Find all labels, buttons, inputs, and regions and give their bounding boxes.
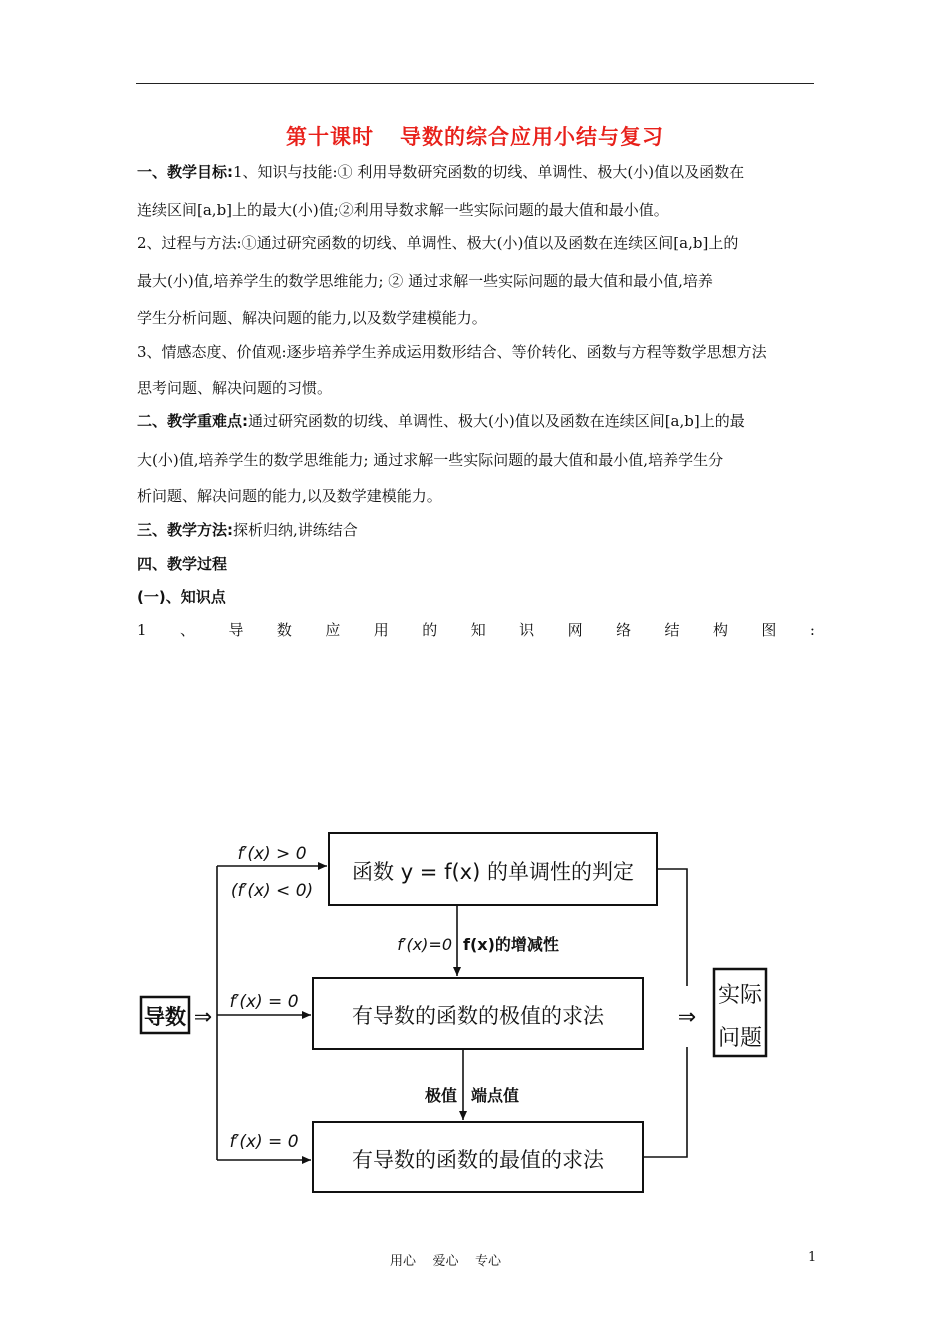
footer-motto: 用心 爱心 专心 <box>390 1254 502 1269</box>
cond-1a-label: f′(x) > 0 <box>237 844 307 864</box>
key-points-line-2: 大(小)值,培养学生的数学思维能力; 通过求解一些实际问题的最大值和最小值,培养学生分 <box>137 451 724 469</box>
item-1-char: 导 <box>228 621 244 639</box>
result-label-1: 实际 <box>717 983 763 1008</box>
item-1-char: 知 <box>470 621 486 639</box>
low-left-label: 极值 <box>424 1086 457 1105</box>
item-1-char: 、 <box>179 621 195 639</box>
item-1-char: 用 <box>373 621 389 639</box>
process-heading: 四、教学过程 <box>137 555 228 573</box>
low-right-label: 端点值 <box>471 1086 520 1105</box>
objectives-line-3: 2、过程与方法:①通过研究函数的切线、单调性、极大(小)值以及函数在连续区间[a,b]上的 <box>137 234 739 252</box>
item-1-char: 的 <box>422 621 438 639</box>
mid-right-label: f(x)的增减性 <box>463 935 559 954</box>
item-1-char: 络 <box>616 621 632 639</box>
key-points-heading: 二、教学重难点: <box>137 412 248 430</box>
result-label-2: 问题 <box>717 1026 763 1051</box>
methods-heading: 三、教学方法: <box>137 521 233 539</box>
connector-bottom <box>643 1047 687 1157</box>
item-1-char: 网 <box>567 621 583 639</box>
objectives-line-2: 连续区间[a,b]上的最大(小)值;②利用导数求解一些实际问题的最大值和最小值。 <box>137 201 669 219</box>
objectives-line-6: 3、情感态度、价值观:逐步培养学生养成运用数形结合、等价转化、函数与方程等数学思想方法 <box>137 343 767 361</box>
box-extremum-label: 有导数的函数的极值的求法 <box>352 1004 604 1028</box>
connector-top <box>657 869 687 986</box>
objectives-line-7: 思考问题、解决问题的习惯。 <box>137 379 333 397</box>
item-1-char: 构 <box>712 621 728 639</box>
objectives-heading: 一、教学目标: <box>137 163 233 181</box>
title-topic: 导数的综合应用小结与复习 <box>400 125 664 149</box>
objectives-text-1: 1、知识与技能:① 利用导数研究函数的切线、单调性、极大(小)值以及函数在 <box>233 163 745 181</box>
title-lesson: 第十课时 <box>286 125 374 149</box>
objectives-line-4: 最大(小)值,培养学生的数学思维能力; ② 通过求解一些实际问题的最大值和最小值,培养 <box>137 272 713 290</box>
mid-left-label: f′(x)=0 <box>397 935 452 954</box>
knowledge-heading: (一)、知识点 <box>137 588 226 606</box>
key-points-line-3: 析问题、解决问题的能力,以及数学建模能力。 <box>137 487 442 505</box>
methods-text: 探析归纳,讲练结合 <box>233 521 358 539</box>
double-arrow-icon: ⇒ <box>193 1005 213 1030</box>
item-1-char: 识 <box>519 621 535 639</box>
cond-1b-label: (f′(x) < 0) <box>230 881 314 901</box>
key-points-text-1: 通过研究函数的切线、单调性、极大(小)值以及函数在连续区间[a,b]上的最 <box>248 412 745 430</box>
item-1-char: 应 <box>325 621 341 639</box>
item-1-char: 数 <box>276 621 292 639</box>
item-1-char: : <box>809 621 815 639</box>
page-number: 1 <box>808 1250 817 1265</box>
item-1-char: 1 <box>137 621 147 639</box>
cond-3-label: f′(x) = 0 <box>229 1132 299 1152</box>
box-monotonicity-label: 函数 y = f(x) 的单调性的判定 <box>352 860 634 884</box>
box-maxmin-label: 有导数的函数的最值的求法 <box>352 1148 604 1172</box>
objectives-line-5: 学生分析问题、解决问题的能力,以及数学建模能力。 <box>137 309 487 327</box>
item-1-char: 结 <box>664 621 680 639</box>
item-1-char: 图 <box>761 621 777 639</box>
root-label: 导数 <box>144 1005 186 1029</box>
cond-2-label: f′(x) = 0 <box>229 992 299 1012</box>
double-arrow-right-icon: ⇒ <box>677 1005 697 1030</box>
